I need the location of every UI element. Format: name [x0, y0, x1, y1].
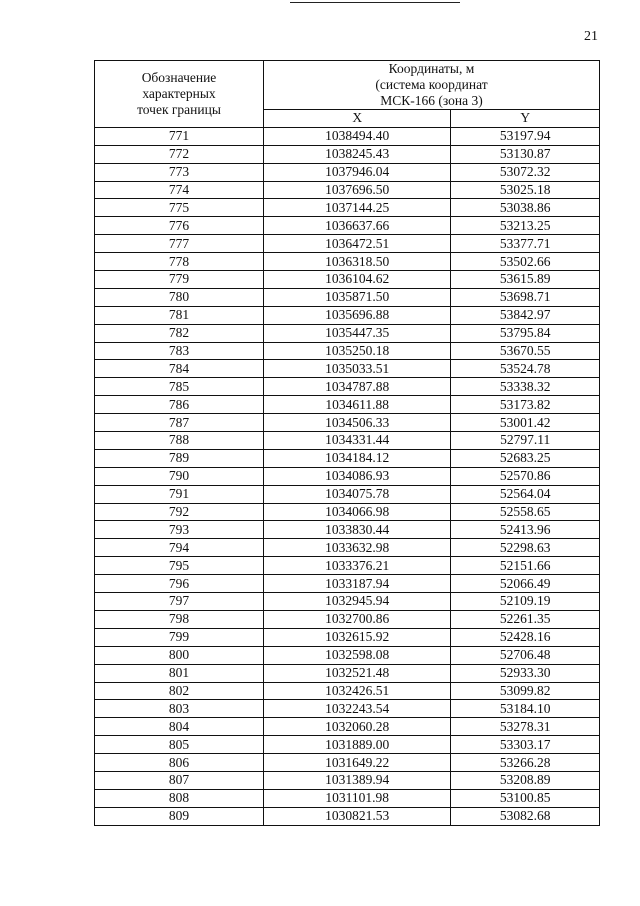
- point-cell: 806: [95, 754, 264, 772]
- table-row: [95, 521, 600, 539]
- table-row: [95, 235, 600, 253]
- x-column-header: X: [264, 110, 451, 128]
- table-header: [95, 61, 600, 128]
- x-coordinate-cell: 1032243.54: [264, 700, 451, 718]
- y-coordinate-cell: 53266.28: [451, 754, 600, 772]
- table-row: [95, 181, 600, 199]
- point-cell: 783: [95, 342, 264, 360]
- y-coordinate-cell: 52933.30: [451, 664, 600, 682]
- point-cell: 780: [95, 288, 264, 306]
- y-coordinate-cell: 53524.78: [451, 360, 600, 378]
- point-cell: 782: [95, 324, 264, 342]
- page-number: 21: [584, 29, 598, 44]
- y-coordinate-cell: 53698.71: [451, 288, 600, 306]
- point-cell: 805: [95, 736, 264, 754]
- x-coordinate-cell: 1034787.88: [264, 378, 451, 396]
- x-coordinate-cell: 1034086.93: [264, 467, 451, 485]
- table-row: [95, 360, 600, 378]
- x-coordinate-cell: 1035033.51: [264, 360, 451, 378]
- point-cell: 793: [95, 521, 264, 539]
- point-cell: 786: [95, 396, 264, 414]
- point-cell: 788: [95, 432, 264, 450]
- x-coordinate-cell: 1034506.33: [264, 414, 451, 432]
- y-coordinate-cell: 52706.48: [451, 646, 600, 664]
- y-coordinate-cell: 53082.68: [451, 807, 600, 825]
- y-coordinate-cell: 53795.84: [451, 324, 600, 342]
- table-row: [95, 467, 600, 485]
- y-coordinate-cell: 53842.97: [451, 306, 600, 324]
- table-row: [95, 163, 600, 181]
- table-row: [95, 396, 600, 414]
- table-row: [95, 771, 600, 789]
- table-row: [95, 575, 600, 593]
- coordinates-header-label: Координаты, м (система координат МСК-166 (зона 3): [375, 61, 488, 108]
- x-coordinate-cell: 1038245.43: [264, 145, 451, 163]
- y-coordinate-cell: 53502.66: [451, 253, 600, 271]
- x-coordinate-cell: 1036637.66: [264, 217, 451, 235]
- point-cell: 798: [95, 610, 264, 628]
- table-row: [95, 736, 600, 754]
- table-body: [95, 127, 600, 825]
- y-coordinate-cell: 53615.89: [451, 271, 600, 289]
- point-cell: 773: [95, 163, 264, 181]
- x-coordinate-cell: 1032426.51: [264, 682, 451, 700]
- point-cell: 785: [95, 378, 264, 396]
- x-coordinate-cell: 1036472.51: [264, 235, 451, 253]
- y-coordinate-cell: 52109.19: [451, 593, 600, 611]
- y-coordinate-cell: 53208.89: [451, 771, 600, 789]
- table-row: [95, 271, 600, 289]
- point-cell: 778: [95, 253, 264, 271]
- point-cell: 795: [95, 557, 264, 575]
- point-cell: 809: [95, 807, 264, 825]
- table-row: [95, 557, 600, 575]
- y-coordinate-cell: 52558.65: [451, 503, 600, 521]
- x-coordinate-cell: 1036318.50: [264, 253, 451, 271]
- table-row: [95, 789, 600, 807]
- x-coordinate-cell: 1037144.25: [264, 199, 451, 217]
- table-row: [95, 700, 600, 718]
- table-row: [95, 127, 600, 145]
- table-row: [95, 217, 600, 235]
- x-coordinate-cell: 1033376.21: [264, 557, 451, 575]
- point-cell: 779: [95, 271, 264, 289]
- y-coordinate-cell: 53100.85: [451, 789, 600, 807]
- coordinates-header: [264, 61, 600, 110]
- y-coordinate-cell: 53670.55: [451, 342, 600, 360]
- y-coordinate-cell: 53099.82: [451, 682, 600, 700]
- y-coordinate-cell: 53130.87: [451, 145, 600, 163]
- y-coordinate-cell: 52564.04: [451, 485, 600, 503]
- point-cell: 800: [95, 646, 264, 664]
- y-coordinate-cell: 52683.25: [451, 449, 600, 467]
- point-cell: 790: [95, 467, 264, 485]
- table-row: [95, 539, 600, 557]
- y-coordinate-cell: 53038.86: [451, 199, 600, 217]
- y-coordinate-cell: 52261.35: [451, 610, 600, 628]
- x-coordinate-cell: 1030821.53: [264, 807, 451, 825]
- table-row: [95, 628, 600, 646]
- table-row: [95, 682, 600, 700]
- table-row: [95, 432, 600, 450]
- y-column-header: Y: [451, 110, 600, 128]
- x-coordinate-cell: 1034611.88: [264, 396, 451, 414]
- y-coordinate-cell: 53303.17: [451, 736, 600, 754]
- x-coordinate-cell: 1037696.50: [264, 181, 451, 199]
- point-cell: 801: [95, 664, 264, 682]
- x-coordinate-cell: 1035871.50: [264, 288, 451, 306]
- y-coordinate-cell: 52413.96: [451, 521, 600, 539]
- table-row: [95, 324, 600, 342]
- x-coordinate-cell: 1033187.94: [264, 575, 451, 593]
- table-row: [95, 378, 600, 396]
- point-cell: 797: [95, 593, 264, 611]
- point-cell: 789: [95, 449, 264, 467]
- point-cell: 771: [95, 127, 264, 145]
- point-cell: 799: [95, 628, 264, 646]
- x-coordinate-cell: 1032521.48: [264, 664, 451, 682]
- point-cell: 776: [95, 217, 264, 235]
- point-cell: 807: [95, 771, 264, 789]
- designation-header-label: Обозначение характерных точек границы: [137, 69, 221, 117]
- table-row: [95, 306, 600, 324]
- y-coordinate-cell: 52066.49: [451, 575, 600, 593]
- table-row: [95, 199, 600, 217]
- table-header-row: [95, 61, 600, 110]
- y-coordinate-cell: 53338.32: [451, 378, 600, 396]
- y-coordinate-cell: 52298.63: [451, 539, 600, 557]
- table-row: [95, 485, 600, 503]
- table-row: [95, 664, 600, 682]
- x-coordinate-cell: 1031101.98: [264, 789, 451, 807]
- x-coordinate-cell: 1032700.86: [264, 610, 451, 628]
- x-coordinate-cell: 1032615.92: [264, 628, 451, 646]
- y-coordinate-cell: 53025.18: [451, 181, 600, 199]
- x-coordinate-cell: 1036104.62: [264, 271, 451, 289]
- x-coordinate-cell: 1035447.35: [264, 324, 451, 342]
- x-coordinate-cell: 1035250.18: [264, 342, 451, 360]
- point-cell: 781: [95, 306, 264, 324]
- point-cell: 802: [95, 682, 264, 700]
- x-coordinate-cell: 1031389.94: [264, 771, 451, 789]
- x-coordinate-cell: 1033830.44: [264, 521, 451, 539]
- x-coordinate-cell: 1032598.08: [264, 646, 451, 664]
- table-row: [95, 503, 600, 521]
- coordinates-table: [94, 60, 600, 826]
- y-coordinate-cell: 53072.32: [451, 163, 600, 181]
- table-row: [95, 646, 600, 664]
- x-coordinate-cell: 1033632.98: [264, 539, 451, 557]
- point-cell: 787: [95, 414, 264, 432]
- table-row: [95, 253, 600, 271]
- y-coordinate-cell: 53184.10: [451, 700, 600, 718]
- table-row: [95, 593, 600, 611]
- point-cell: 791: [95, 485, 264, 503]
- x-coordinate-cell: 1032945.94: [264, 593, 451, 611]
- table-row: [95, 342, 600, 360]
- table-row: [95, 288, 600, 306]
- point-cell: 774: [95, 181, 264, 199]
- y-coordinate-cell: 52151.66: [451, 557, 600, 575]
- point-cell: 796: [95, 575, 264, 593]
- point-cell: 803: [95, 700, 264, 718]
- x-coordinate-cell: 1032060.28: [264, 718, 451, 736]
- x-coordinate-cell: 1034331.44: [264, 432, 451, 450]
- x-coordinate-cell: 1037946.04: [264, 163, 451, 181]
- table-row: [95, 145, 600, 163]
- point-cell: 808: [95, 789, 264, 807]
- point-cell: 794: [95, 539, 264, 557]
- table-row: [95, 610, 600, 628]
- x-coordinate-cell: 1035696.88: [264, 306, 451, 324]
- y-coordinate-cell: 53001.42: [451, 414, 600, 432]
- y-coordinate-cell: 53377.71: [451, 235, 600, 253]
- table-row: [95, 449, 600, 467]
- table-row: [95, 414, 600, 432]
- point-cell: 775: [95, 199, 264, 217]
- x-coordinate-cell: 1031889.00: [264, 736, 451, 754]
- y-coordinate-cell: 53213.25: [451, 217, 600, 235]
- y-coordinate-cell: 53173.82: [451, 396, 600, 414]
- designation-header: [95, 61, 264, 128]
- point-cell: 784: [95, 360, 264, 378]
- y-coordinate-cell: 53278.31: [451, 718, 600, 736]
- point-cell: 777: [95, 235, 264, 253]
- x-coordinate-cell: 1038494.40: [264, 127, 451, 145]
- y-coordinate-cell: 52570.86: [451, 467, 600, 485]
- table-row: [95, 807, 600, 825]
- table-row: [95, 754, 600, 772]
- point-cell: 804: [95, 718, 264, 736]
- y-coordinate-cell: 53197.94: [451, 127, 600, 145]
- x-coordinate-cell: 1034184.12: [264, 449, 451, 467]
- x-coordinate-cell: 1034066.98: [264, 503, 451, 521]
- top-rule-divider: [290, 2, 460, 3]
- point-cell: 772: [95, 145, 264, 163]
- table-row: [95, 718, 600, 736]
- point-cell: 792: [95, 503, 264, 521]
- y-coordinate-cell: 52797.11: [451, 432, 600, 450]
- x-coordinate-cell: 1031649.22: [264, 754, 451, 772]
- x-coordinate-cell: 1034075.78: [264, 485, 451, 503]
- y-coordinate-cell: 52428.16: [451, 628, 600, 646]
